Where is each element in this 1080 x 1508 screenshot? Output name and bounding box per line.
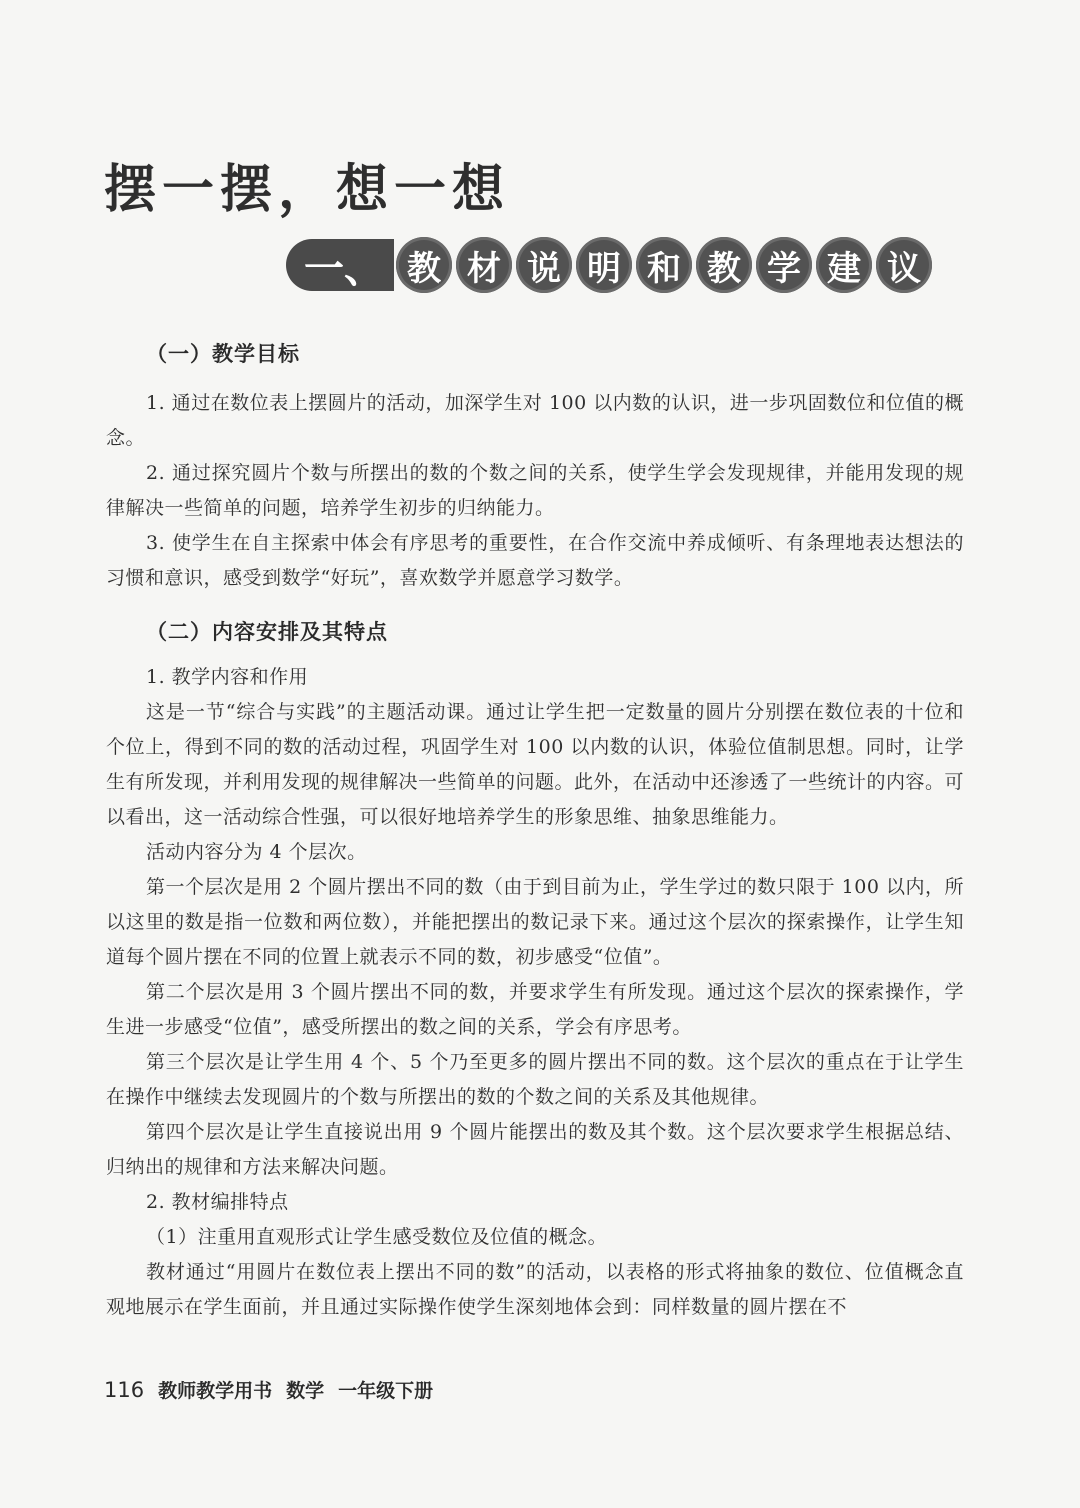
paragraph: 2. 通过探究圆片个数与所摆出的数的个数之间的关系，使学生学会发现规律，并能用发现的规律解决一些简单的问题，培养学生初步的归纳能力。: [106, 462, 964, 519]
section-banner: [286, 232, 932, 298]
banner-lead: 一、: [286, 239, 394, 291]
section-heading-content: （二）内容安排及其特点: [146, 620, 388, 644]
content-text: [106, 660, 964, 1325]
banner-char: 议: [876, 237, 932, 293]
paragraph: 2. 教材编排特点: [146, 1191, 289, 1213]
banner-char: 材: [456, 237, 512, 293]
paragraph: （1）注重用直观形式让学生感受数位及位值的概念。: [146, 1226, 608, 1248]
book-grade: 一年级下册: [338, 1380, 434, 1402]
banner-char: 建: [816, 237, 872, 293]
banner-char: 教: [696, 237, 752, 293]
banner-char: 学: [756, 237, 812, 293]
paragraph: 教材通过“用圆片在数位表上摆出不同的数”的活动，以表格的形式将抽象的数位、位值概念直观地展示在学生面前，并且通过实际操作使学生深刻地体会到：同样数量的圆片摆在不: [106, 1261, 964, 1318]
page-number: 116: [104, 1378, 145, 1402]
paragraph: 1. 教学内容和作用: [146, 666, 309, 688]
paragraph: 第二个层次是用 3 个圆片摆出不同的数，并要求学生有所发现。通过这个层次的探索操作，学生进一步感受“位值”，感受所摆出的数之间的关系，学会有序思考。: [106, 981, 964, 1038]
paragraph: 第一个层次是用 2 个圆片摆出不同的数（由于到目前为止，学生学过的数只限于 100 以内，所以这里的数是指一位数和两位数），并能把摆出的数记录下来。通过这个层次的探索操作，让学生知道每个圆片摆在不同的位置上就表示不同的数，初步感受“位值”。: [106, 876, 964, 968]
banner-char: 和: [636, 237, 692, 293]
banner-char: 教: [396, 237, 452, 293]
page-footer: [104, 1376, 433, 1403]
book-subject: 数学: [286, 1380, 325, 1402]
objectives-text: [106, 386, 964, 596]
banner-chars: [396, 237, 932, 293]
banner-char: 明: [576, 237, 632, 293]
section-heading-objectives: （一）教学目标: [146, 342, 300, 366]
banner-char: 说: [516, 237, 572, 293]
paragraph: 第三个层次是让学生用 4 个、5 个乃至更多的圆片摆出不同的数。这个层次的重点在于让学生在操作中继续去发现圆片的个数与所摆出的数的个数之间的关系及其他规律。: [106, 1051, 964, 1108]
paragraph: 活动内容分为 4 个层次。: [146, 841, 367, 863]
paragraph: 第四个层次是让学生直接说出用 9 个圆片能摆出的数及其个数。这个层次要求学生根据总结、归纳出的规律和方法来解决问题。: [106, 1121, 964, 1178]
paragraph: 1. 通过在数位表上摆圆片的活动，加深学生对 100 以内数的认识，进一步巩固数位和位值的概念。: [106, 392, 964, 449]
chapter-title: 摆一摆，想一想: [104, 158, 511, 220]
paragraph: 这是一节“综合与实践”的主题活动课。通过让学生把一定数量的圆片分别摆在数位表的十位和个位上，得到不同的数的活动过程，巩固学生对 100 以内数的认识，体验位值制思想。同时，让学生有所发现，并利用发现的规律解决一些简单的问题。此外，在活动中还渗透了一些统计的内容。可以看出，这一活动综合性强，可以很好地培养学生的形象思维、抽象思维能力。: [106, 701, 965, 828]
paragraph: 3. 使学生在自主探索中体会有序思考的重要性，在合作交流中养成倾听、有条理地表达想法的习惯和意识，感受到数学“好玩”，喜欢数学并愿意学习数学。: [106, 532, 964, 589]
book-title: 教师教学用书: [158, 1380, 273, 1402]
